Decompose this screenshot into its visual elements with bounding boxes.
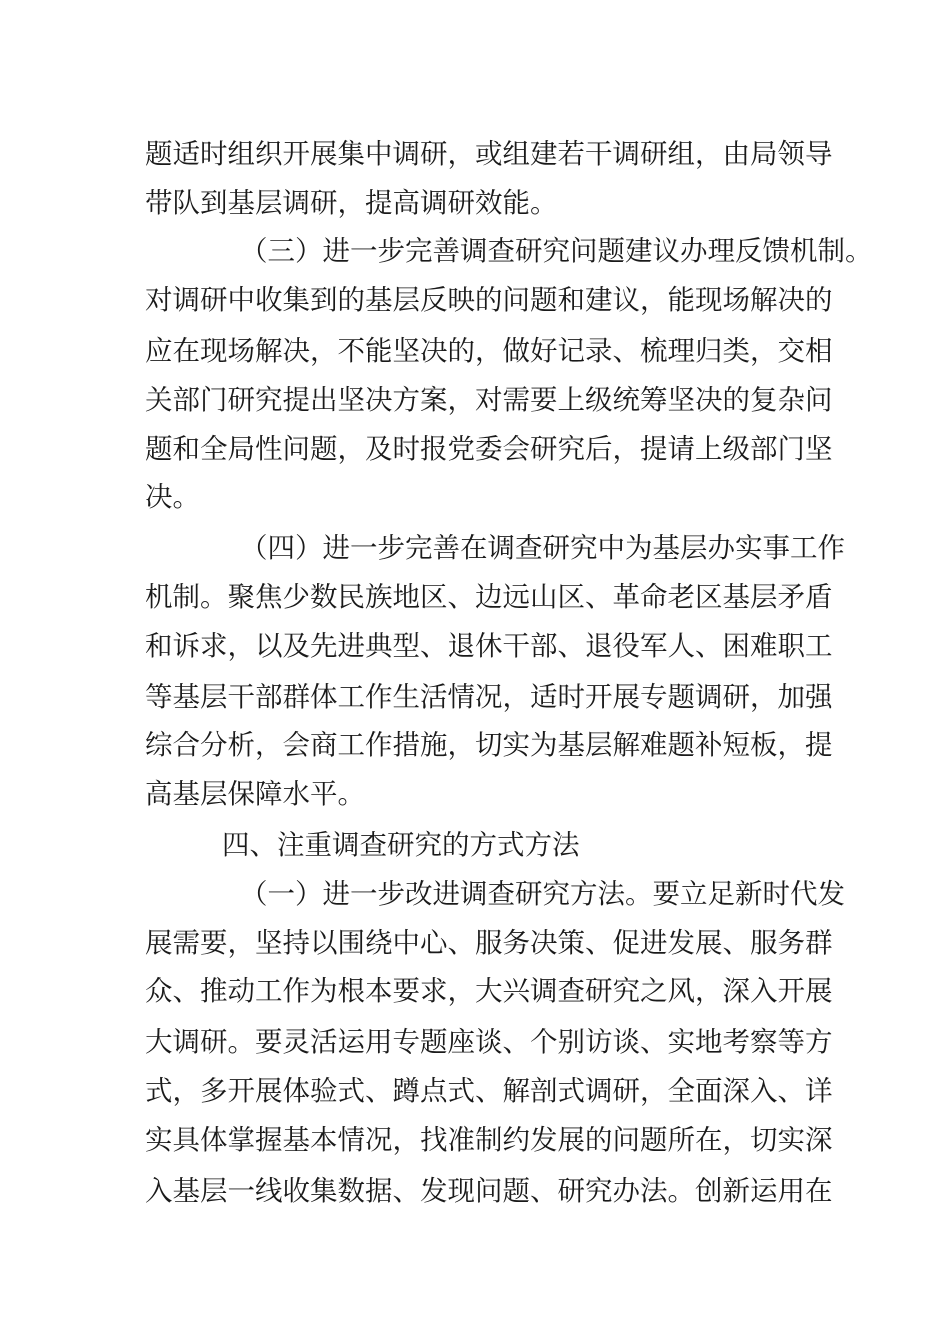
section-heading: 四、注重调查研究的方式方法 <box>222 829 580 861</box>
text-line-8: 决。 <box>145 481 200 513</box>
text-line-14: 高基层保障水平。 <box>145 778 365 810</box>
text-line-22: 入基层一线收集数据、发现问题、研究办法。创新运用在 <box>145 1175 833 1207</box>
text-line-10: 机制。聚焦少数民族地区、边远山区、革命老区基层矛盾 <box>145 581 833 613</box>
text-line-3: （三）进一步完善调查研究问题建议办理反馈机制。 <box>240 235 873 267</box>
text-line-17: 展需要，坚持以围绕中心、服务决策、促进发展、服务群 <box>145 927 833 959</box>
text-line-9: （四）进一步完善在调查研究中为基层办实事工作 <box>240 532 845 564</box>
text-line-1: 题适时组织开展集中调研，或组建若干调研组，由局领导 <box>145 138 833 170</box>
text-line-11: 和诉求，以及先进典型、退休干部、退役军人、困难职工 <box>145 630 833 662</box>
text-line-19: 大调研。要灵活运用专题座谈、个别访谈、实地考察等方 <box>145 1026 833 1058</box>
text-line-18: 众、推动工作为根本要求，大兴调查研究之风，深入开展 <box>145 975 833 1007</box>
text-line-13: 综合分析，会商工作措施，切实为基层解难题补短板，提 <box>145 729 833 761</box>
text-line-16: （一）进一步改进调查研究方法。要立足新时代发 <box>240 878 845 910</box>
text-line-21: 实具体掌握基本情况，找准制约发展的问题所在，切实深 <box>145 1124 833 1156</box>
text-line-5: 应在现场解决，不能坚决的，做好记录、梳理归类，交相 <box>145 335 833 367</box>
text-line-20: 式，多开展体验式、蹲点式、解剖式调研，全面深入、详 <box>145 1075 833 1107</box>
text-line-12: 等基层干部群体工作生活情况，适时开展专题调研，加强 <box>145 681 833 713</box>
text-line-4: 对调研中收集到的基层反映的问题和建议，能现场解决的 <box>145 284 833 316</box>
text-line-7: 题和全局性问题，及时报党委会研究后，提请上级部门坚 <box>145 433 833 465</box>
text-line-6: 关部门研究提出坚决方案，对需要上级统筹坚决的复杂问 <box>145 384 833 416</box>
text-line-2: 带队到基层调研，提高调研效能。 <box>145 187 558 219</box>
